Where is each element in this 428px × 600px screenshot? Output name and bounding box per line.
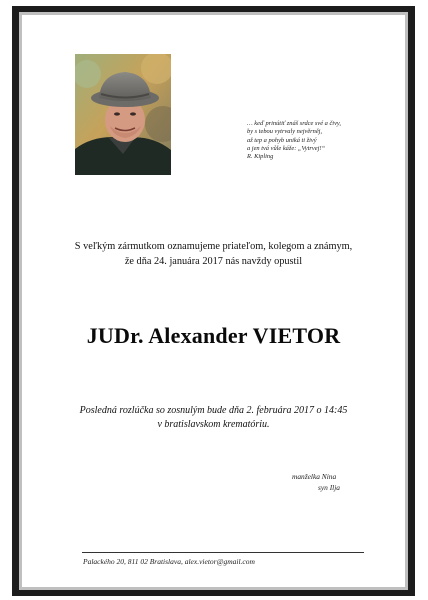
contact-address: Palackého 20, 811 02 Bratislava, alex.vietor@gmail.com (83, 557, 255, 566)
ceremony-line-1: Posledná rozlúčka so zosnulým bude dňa 2. februára 2017 o 14:45 (79, 405, 348, 416)
poem-quote (247, 120, 405, 161)
poem-line: až tep a pohyb uniká ti živý (247, 136, 317, 144)
poem-line: … keď prinútiť znáš srdce své a čivy, (247, 120, 342, 127)
announcement-line-2: že dňa 24. januára 2017 nás navždy opustil (124, 255, 303, 267)
portrait-photo (75, 54, 171, 175)
mourners-list (292, 471, 392, 493)
announcement-line-1: S veľkým zármutkom oznamujeme priateľom, kolegom a známym, (74, 241, 353, 252)
ceremony-text (22, 404, 405, 432)
mourner-wife: manželka Nina (292, 472, 337, 481)
poem-line: by s tebou vytrvaly nejvěrněj, (247, 128, 323, 136)
poem-author: R. Kipling (247, 153, 274, 161)
ceremony-line-2: v bratislavskom krematóriu. (157, 419, 270, 430)
mourner-son: syn Ilja (318, 483, 340, 492)
footer-divider (82, 552, 364, 553)
announcement-text (22, 240, 405, 269)
deceased-name: JUDr. Alexander VIETOR (86, 323, 341, 348)
poem-line: a jen tvá vůle káže: „Vytrvej!“ (247, 144, 326, 152)
obituary-card (22, 15, 405, 587)
